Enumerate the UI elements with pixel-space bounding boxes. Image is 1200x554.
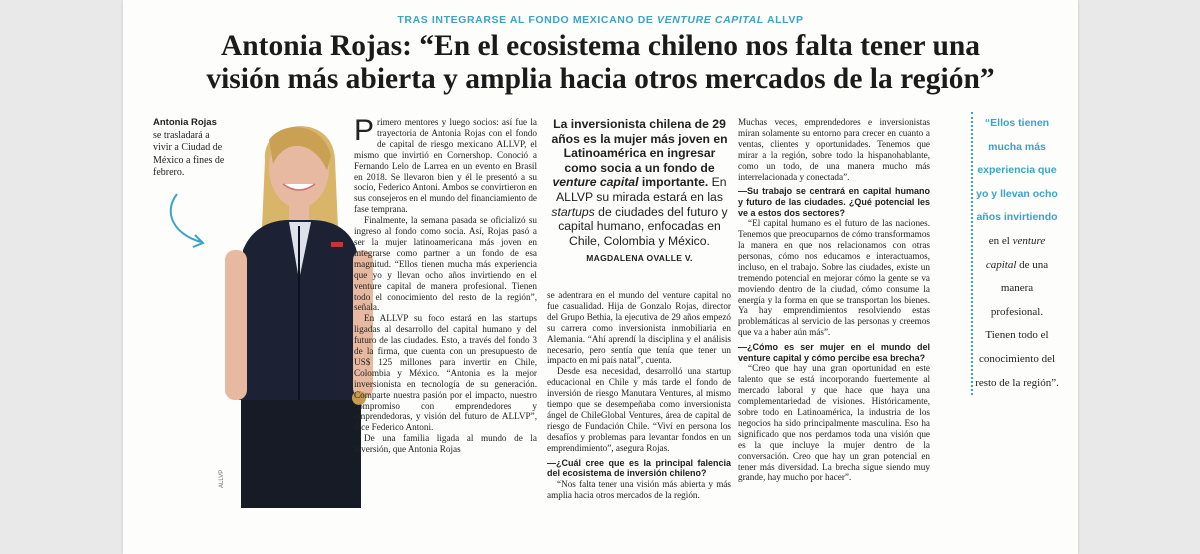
drop-cap: P xyxy=(354,114,375,147)
paragraph: rimero mentores y luego socios: así fue la trayectoria de Antonia Rojas con el fondo de capital de riesgo mexicano ALLVP, el mismo que invirtió en Cornershop. Conoció a Fernando Lelo de Larrea en un evento en Brasil en 2018. Se llevaron bien y él le presentó a su socio, Federico Antoni. Ambos se convirtieron en sus consejeros en el mundo del financiamiento de fase temprana. xyxy=(354,117,537,215)
pull-quote: “Ellos tienen mucha más experiencia que yo y llevan ocho años invirtiendo en el venture capital de una manera profesional. Tienen todo el conocimiento del resto de la región”. xyxy=(971,112,1059,395)
lede-box: La inversionista chilena de 29 años es la mujer más joven en Latinoamérica en ingresar como socia a un fondo de venture capital importante. En ALLVP su mirada estará en las startups de ciudades del futuro y capital humano, enfocadas en Chile, Colombia y México. MAGDALENA OVALLE V. xyxy=(547,117,732,266)
article-column-1 xyxy=(354,114,537,455)
paragraph: Muchas veces, emprendedores e inversionistas miran solamente su entorno para crecer en cuanto a ventas, clientes y oportunidades. Tenemos que mirar a la región, sobre todo la hispanohablante, como un todo, de una manera mucho más interrelacionada y conectada”. xyxy=(738,117,930,182)
paragraph: Desde esa necesidad, desarrolló una startup educacional en Chile y más tarde el fondo de inversión de riesgo Manutara Ventures, al mismo tiempo que se desempeñaba como inversionista ángel de ChileGlobal Ventures, área de capital de riesgo de Fundación Chile. “Viví en persona los desafíos y problemas para levantar fondos en un emprendimiento”, asegura Rojas. xyxy=(547,366,731,453)
interview-question: —¿Cuál cree que es la principal falencia del ecosistema de inversión chileno? xyxy=(547,457,731,479)
article-column-3 xyxy=(738,117,930,483)
pull-quote-highlight: “Ellos tienen mucha más experiencia que yo y llevan ocho años invirtiendo xyxy=(976,117,1058,224)
paragraph: En ALLVP su foco estará en las startups ligadas al desarrollo del capital humano y del futuro de las ciudades. Esto, a través del fondo 3 de la firma, que cuenta con un presupuesto de US$ 125 millones para invertir en Chile, Colombia y México. “Antonia es la mejor inversionista en tecnología de su generación. Comparte nuestra pasión por el impacto, nuestro compromiso con emprendedores y emprendedoras, y visión del futuro de ALLVP”, dice Federico Antoni. xyxy=(354,313,537,433)
paragraph: “El capital humano es el futuro de las naciones. Tenemos que preocuparnos de cómo transformamos la manera en que nos relacionamos con otras personas, cómo nos educamos e interactuamos, incluso, en el trabajo. Sobre las ciudades, existe un tremendo potencial en mejorar cómo la gente se va moviendo dentro de la ciudad, cómo consume la energía y la forma en que se transportan los bienes. Ya hay emprendimientos resolviendo estas problemáticas al servicio de las personas y creemos que va a haber aún más”. xyxy=(738,218,930,338)
paragraph: De una familia ligada al mundo de la inversión, que Antonia Rojas xyxy=(354,433,537,455)
paragraph: “Creo que hay una gran oportunidad en este talento que se está incorporando fuertemente al mercado laboral y que hace que haya una complementariedad de visiones. Históricamente, sobre todo en Latinoamérica, la industria de los negocios ha sido principalmente masculina. Eso ha significado que nos perdamos toda una visión que es la que incluye la mujer dentro de la conversación. Creo que hay un gran potencial en tener más diversidad. La brecha sigue siendo muy grande, hay mucho por hacer”. xyxy=(738,363,930,483)
interview-question: —Su trabajo se centrará en capital humano y futuro de las ciudades. ¿Qué potencial les ve a estos dos sectores? xyxy=(738,186,930,218)
newspaper-page xyxy=(123,0,1078,554)
curved-arrow-icon xyxy=(167,190,209,250)
photo-credit: ALLVP xyxy=(219,469,225,488)
byline: MAGDALENA OVALLE V. xyxy=(586,253,693,264)
kicker: TRAS INTEGRARSE AL FONDO MEXICANO DE VENTURE CAPITAL ALLVP xyxy=(397,14,804,26)
caption-text: se trasladará a vivir a Ciudad de México a fines de febrero. xyxy=(153,129,225,178)
paragraph: Finalmente, la semana pasada se oficializó su ingreso al fondo como socia. Así, Rojas pasó a ser la mujer latinoamericana más joven en integrarse como partner a un fondo de esa magnitud. “Ellos tienen mucha más experiencia que yo y llevan ocho años invirtiendo en el venture capital de manera profesional. Tienen todo el conocimiento del resto de la región”, señala. xyxy=(354,215,537,313)
interview-question: —¿Cómo es ser mujer en el mundo del venture capital y cómo percibe esa brecha? xyxy=(738,342,930,363)
headline: Antonia Rojas: “En el ecosistema chileno nos falta tener una visión más abierta y amplia hacia otros mercados de la región” xyxy=(206,30,995,95)
paragraph: “Nos falta tener una visión más abierta y más amplia hacia otros mercados de la región. xyxy=(547,478,731,500)
caption-name: Antonia Rojas xyxy=(153,117,217,128)
paragraph: se adentrara en el mundo del venture capital no fue casualidad. Hija de Gonzalo Rojas, director del Grupo Bethia, la ejecutiva de 29 años empezó su carrera como inversionista inmobiliaria en Alemania. “Ahí aprendí la disciplina y el análisis necesario, pero sentía que tenía que tener un impacto en mi país natal”, cuenta. xyxy=(547,290,731,366)
article-column-2 xyxy=(547,290,731,501)
